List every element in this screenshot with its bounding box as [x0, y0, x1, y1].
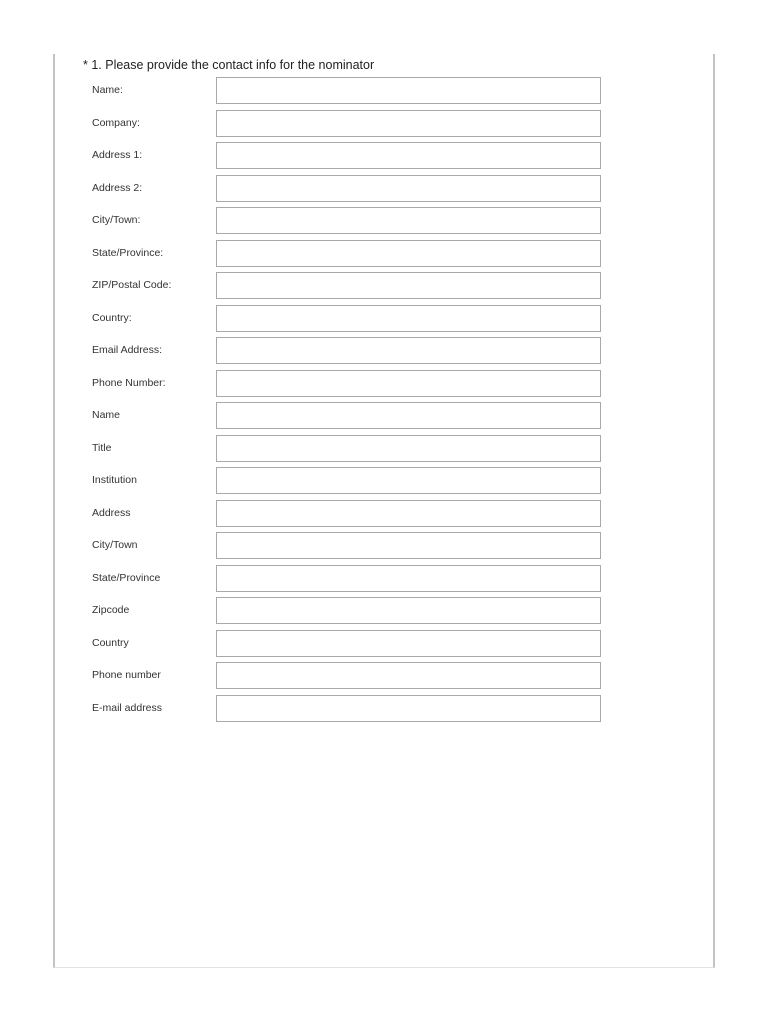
- field-label: Email Address:: [92, 344, 163, 356]
- city-town-input[interactable]: [216, 207, 601, 234]
- form-row-title: [0, 435, 770, 468]
- nominee-city-town-input[interactable]: [216, 532, 601, 559]
- name-input[interactable]: [216, 77, 601, 104]
- form-row-phone-number: [0, 370, 770, 403]
- state-province-input[interactable]: [216, 240, 601, 267]
- form-row-state-province: [0, 240, 770, 273]
- form-row-nominee-phone-number: [0, 662, 770, 695]
- field-label: Country: [92, 636, 129, 649]
- form-row-country: [0, 305, 770, 338]
- field-label: Phone Number:: [92, 376, 166, 389]
- field-label: Title: [92, 441, 112, 454]
- form-row-nominee-country: [0, 630, 770, 663]
- field-label: Address: [92, 506, 131, 519]
- form-row-nominee-state-province: [0, 565, 770, 598]
- e-mail-address-input[interactable]: [216, 695, 601, 722]
- form-row-company: [0, 110, 770, 143]
- form-row-address-2: [0, 175, 770, 208]
- field-label: Address 1:: [92, 149, 143, 161]
- form-row-city-town: [0, 207, 770, 240]
- field-label: Zipcode: [92, 604, 130, 616]
- nominee-country-input[interactable]: [216, 630, 601, 657]
- field-label: City/Town:: [92, 214, 141, 226]
- field-label: Institution: [92, 474, 137, 486]
- field-label: City/Town: [92, 539, 138, 551]
- form-row-name: [0, 77, 770, 110]
- company-input[interactable]: [216, 110, 601, 137]
- phone-number-input[interactable]: [216, 370, 601, 397]
- address-1-input[interactable]: [216, 142, 601, 169]
- field-label: Phone number: [92, 669, 161, 681]
- email-address-input[interactable]: [216, 337, 601, 364]
- field-label: Name: [92, 409, 121, 421]
- nominee-name-input[interactable]: [216, 402, 601, 429]
- form-row-nominee-city-town: [0, 532, 770, 565]
- form-row-institution: [0, 467, 770, 500]
- nominee-state-province-input[interactable]: [216, 565, 601, 592]
- field-label: Country:: [92, 311, 132, 324]
- country-input[interactable]: [216, 305, 601, 332]
- form-row-nominee-name: [0, 402, 770, 435]
- field-label: Name:: [92, 84, 123, 96]
- question-title: * 1. Please provide the contact info for the nominator: [83, 58, 375, 72]
- form-row-e-mail-address: [0, 695, 770, 728]
- field-label: State/Province:: [92, 246, 164, 259]
- nominee-phone-number-input[interactable]: [216, 662, 601, 689]
- contact-info-form: [0, 77, 770, 727]
- title-input[interactable]: [216, 435, 601, 462]
- zipcode-input[interactable]: [216, 597, 601, 624]
- field-label: State/Province: [92, 571, 161, 584]
- zip-postal-code-input[interactable]: [216, 272, 601, 299]
- field-label: Address 2:: [92, 181, 143, 194]
- institution-input[interactable]: [216, 467, 601, 494]
- address-input[interactable]: [216, 500, 601, 527]
- field-label: E-mail address: [92, 701, 163, 714]
- form-row-zip-postal-code: [0, 272, 770, 305]
- address-2-input[interactable]: [216, 175, 601, 202]
- form-row-address: [0, 500, 770, 533]
- form-row-address-1: [0, 142, 770, 175]
- field-label: ZIP/Postal Code:: [92, 279, 172, 291]
- form-row-email-address: [0, 337, 770, 370]
- form-row-zipcode: [0, 597, 770, 630]
- field-label: Company:: [92, 116, 140, 129]
